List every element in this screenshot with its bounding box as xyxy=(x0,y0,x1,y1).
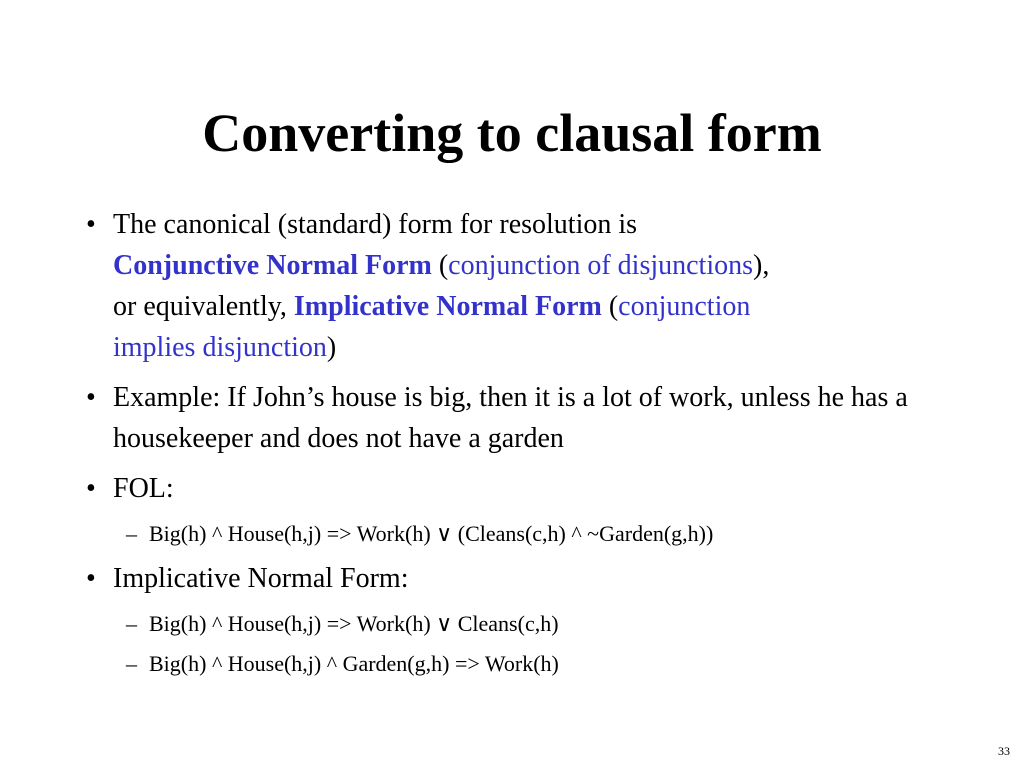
bullet-text: Example: If John’s house is big, then it is a lot of work, unless he has a housekeeper and does not have a garden xyxy=(113,382,908,454)
bullet-text: or equivalently, xyxy=(113,291,294,322)
bullet-icon: • xyxy=(86,382,96,413)
paren-close: ) xyxy=(326,332,337,363)
formula-text: Big(h) ^ House(h,j) => Work(h) ∨ (Cleans(c,h) ^ ~Garden(g,h)) xyxy=(149,521,714,546)
term-inf: Implicative Normal Form xyxy=(293,291,602,322)
gloss-inf-a: conjunction xyxy=(618,291,751,322)
sub-bullet-inf-formula-2 xyxy=(82,648,942,680)
gloss-cnf: conjunction of disjunctions xyxy=(448,250,754,281)
bullet-icon: • xyxy=(86,209,96,240)
paren-close: ), xyxy=(753,250,770,281)
slide-title: Converting to clausal form xyxy=(202,103,822,163)
bullet-icon: • xyxy=(86,473,96,504)
dash-icon: – xyxy=(126,611,137,636)
bullet-example xyxy=(82,377,942,459)
dash-icon: – xyxy=(126,651,137,676)
slide-body xyxy=(82,204,942,688)
bullet-inf xyxy=(82,558,942,599)
page-number: 33 xyxy=(998,744,1010,758)
bullet-icon: • xyxy=(86,563,96,594)
formula-text: Big(h) ^ House(h,j) => Work(h) ∨ Cleans(c,h) xyxy=(149,611,559,636)
gloss-inf-b: implies disjunction xyxy=(113,332,327,363)
bullet-canonical-form xyxy=(82,204,942,368)
sub-bullet-inf-formula-1 xyxy=(82,608,942,640)
bullet-text: FOL: xyxy=(113,473,174,504)
paren-open: ( xyxy=(601,291,619,322)
bullet-text: The canonical (standard) form for resolution is xyxy=(113,209,638,240)
bullet-text: Implicative Normal Form: xyxy=(113,563,409,594)
bullet-fol xyxy=(82,468,942,509)
dash-icon: – xyxy=(126,521,137,546)
term-cnf: Conjunctive Normal Form xyxy=(113,250,432,281)
paren-open: ( xyxy=(431,250,449,281)
sub-bullet-fol-formula xyxy=(82,518,942,550)
formula-text: Big(h) ^ House(h,j) ^ Garden(g,h) => Work(h) xyxy=(149,651,559,676)
